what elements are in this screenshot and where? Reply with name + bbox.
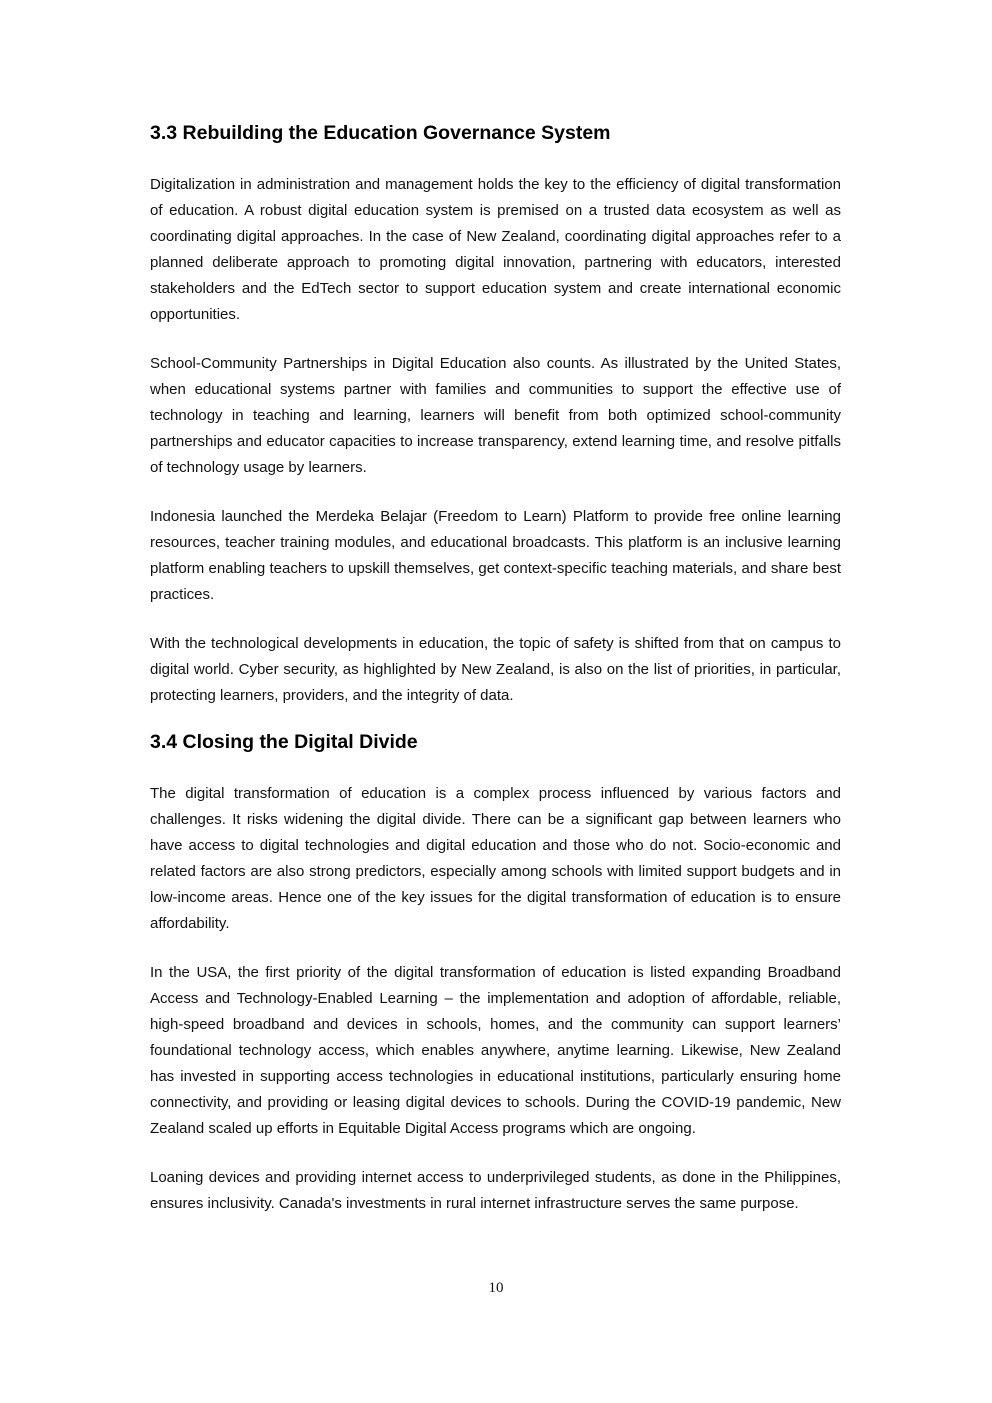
paragraph: Loaning devices and providing internet access to underprivileged students, as done in the Philippines, ensures inclusivity. Canada's investments in rural internet infrastructure serves the same purpose. [150, 1169, 841, 1212]
paragraph: School-Community Partnerships in Digital Education also counts. As illustrated by the United States, when educational systems partner with families and communities to support the effective use of technology in teaching and learning, learners will benefit from both optimized school-community partnerships and educator capacities to increase transparency, extend learning time, and resolve pitfalls of technology usage by learners. [150, 355, 841, 476]
section-heading-3-3: 3.3 Rebuilding the Education Governance System [150, 122, 611, 144]
document-page [150, 118, 841, 1240]
paragraph: The digital transformation of education is a complex process influenced by various factors and challenges. It risks widening the digital divide. There can be a significant gap between learners who have access to digital technologies and digital education and those who do not. Socio-economic and related factors are also strong predictors, especially among schools with limited support budgets and in low-income areas. Hence one of the key issues for the digital transformation of education is to ensure affordability. [150, 785, 841, 932]
section-3-4 [150, 727, 841, 1217]
page-number: 10 [488, 1280, 504, 1296]
paragraph: In the USA, the first priority of the digital transformation of education is listed expanding Broadband Access and Technology-Enabled Learning – the implementation and adoption of affordable, reliable, high-speed broadband and devices in schools, homes, and the community can support learners’ foundational technology access, which enables anywhere, anytime learning. Likewise, New Zealand has invested in supporting access technologies in educational institutions, particularly ensuring home connectivity, and providing or leasing digital devices to schools. During the COVID-19 pandemic, New Zealand scaled up efforts in Equitable Digital Access programs which are ongoing. [150, 964, 841, 1137]
paragraph: With the technological developments in education, the topic of safety is shifted from that on campus to digital world. Cyber security, as highlighted by New Zealand, is also on the list of priorities, in particular, protecting learners, providers, and the integrity of data. [150, 635, 841, 704]
section-heading-3-4: 3.4 Closing the Digital Divide [150, 731, 418, 753]
paragraph: Indonesia launched the Merdeka Belajar (Freedom to Learn) Platform to provide free online learning resources, teacher training modules, and educational broadcasts. This platform is an inclusive learning platform enabling teachers to upskill themselves, get context-specific teaching materials, and share best practices. [150, 508, 841, 603]
section-3-3 [150, 118, 841, 709]
paragraph: Digitalization in administration and management holds the key to the efficiency of digital transformation of education. A robust digital education system is premised on a trusted data ecosystem as well as coordinating digital approaches. In the case of New Zealand, coordinating digital approaches refer to a planned deliberate approach to promoting digital innovation, partnering with educators, interested stakeholders and the EdTech sector to support education system and create international economic opportunities. [150, 176, 841, 323]
